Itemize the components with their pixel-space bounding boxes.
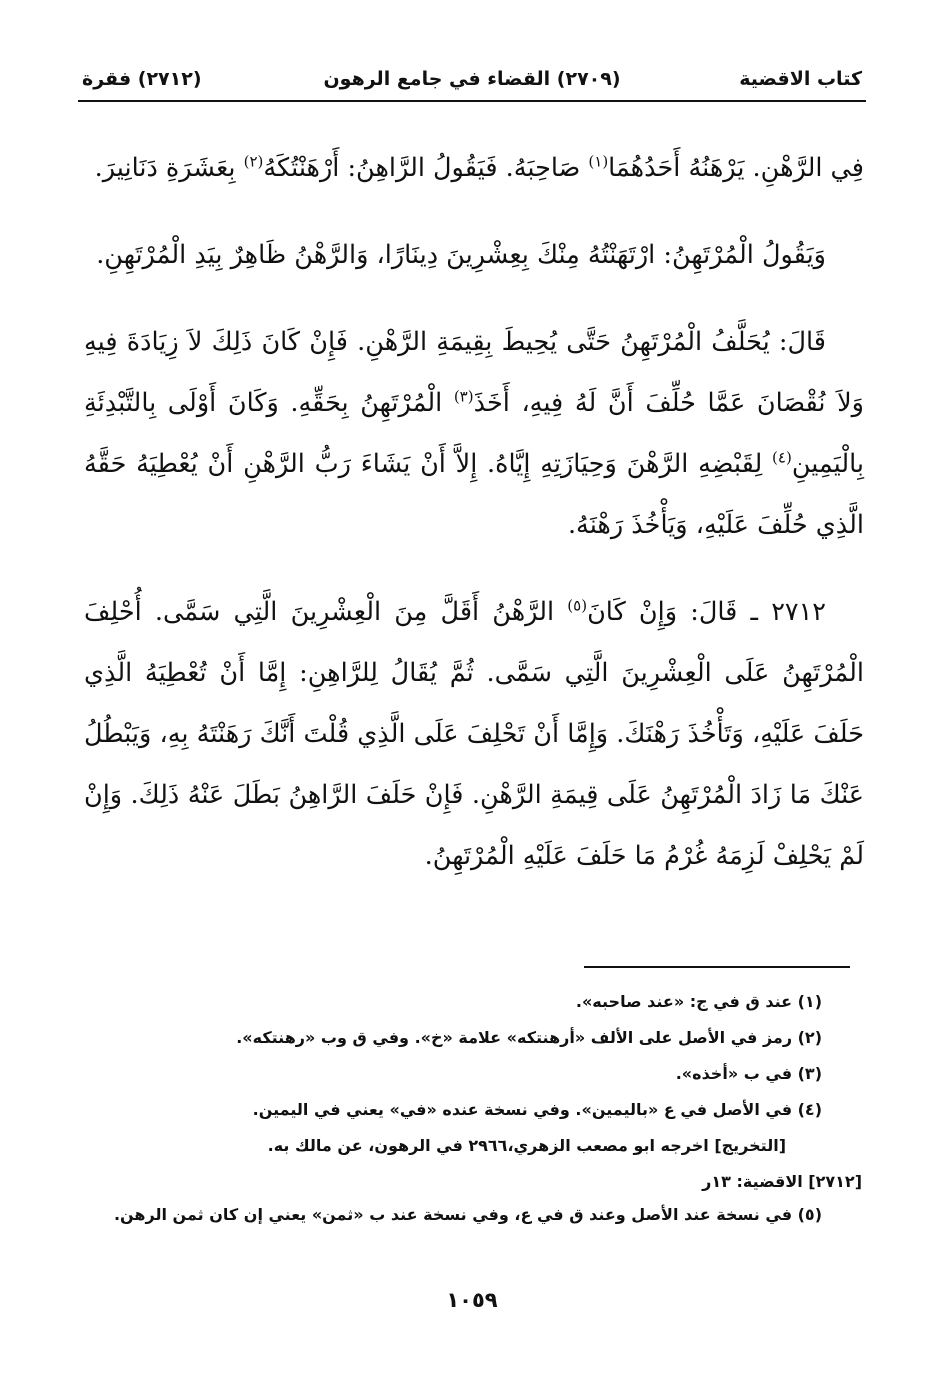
takhrij-text: اخرجه ابو مصعب الزهري،٢٩٦٦ في الرهون، عن مالك به.: [267, 1136, 715, 1155]
footnote-3: (٣) في ب «أخذه».: [675, 1064, 822, 1083]
header-paragraph-number: (٢٧١٢) فقرة: [82, 68, 202, 90]
paragraph-4-part-a: ٢٧١٢ ـ قَالَ: وَإِنْ كَانَ: [587, 597, 826, 627]
paragraph-3-part-a: قَالَ: يُحَلَّفُ الْمُرْتَهِنُ حَتَّى يُحِيطَ بِقِيمَةِ الرَّهْنِ. فَإِنْ كَانَ ذَلِكَ لاَ زِيَادَةَ فِيهِ وَلاَ نُقْصَانَ عَمَّا حُلِّفَ أَنَّ لَهُ فِيهِ، أَخَذَ: [84, 327, 864, 418]
footnote-divider: [584, 966, 850, 968]
paragraph-3-part-c: لِقَبْضِهِ الرَّهْنَ وَحِيَازَتِهِ إِيَّاهُ. إِلاَّ أَنْ يَشَاءَ رَبُّ الرَّهْنِ أَنْ يُعْطِيَهُ حَقَّهُ الَّذِي حُلِّفَ عَلَيْهِ، وَيَأْخُذَ رَهْنَهُ.: [84, 449, 864, 540]
footnote-ref-3: (٣): [453, 387, 474, 406]
footnote-1: (١) عند ق في ج: «عند صاحبه».: [575, 992, 822, 1011]
paragraph-3: [84, 312, 864, 556]
paragraph-4: [84, 582, 864, 887]
footnote-5: (٥) في نسخة عند الأصل وعند ق في ع، وفي نسخة عند ب «ثمن» يعني إن كان ثمن الرهن.: [113, 1205, 822, 1224]
main-text: [84, 138, 864, 913]
footnote-ref-5: (٥): [567, 596, 588, 615]
header-book-title: كتاب الاقضية: [739, 68, 862, 90]
header-chapter-title: (٢٧٠٩) القضاء في جامع الرهون: [323, 68, 621, 90]
takhrij-label: [التخريج]: [714, 1136, 786, 1155]
footnote-2: (٢) رمز في الأصل على الألف «أرهنتكه» علامة «خ». وفي ق وب «رهنتكه».: [236, 1028, 822, 1047]
footnote-ref-1: (١): [588, 152, 609, 171]
page-number: ١٠٥٩: [446, 1288, 498, 1312]
manuscript-reference: [٢٧١٢] الاقضية: ١٣ر: [702, 1172, 862, 1191]
paragraph-2: وَيَقُولُ الْمُرْتَهِنُ: ارْتَهَنْتُهُ مِنْكَ بِعِشْرِينَ دِينَارًا، وَالرَّهْنُ ظَاهِرٌ بِيَدِ الْمُرْتَهِنِ.: [96, 240, 826, 270]
paragraph-1-part-a: فِي الرَّهْنِ. يَرْهَنُهُ أَحَدُهُمَا: [608, 153, 864, 183]
footnotes: [84, 984, 862, 1230]
takhrij-note: [84, 1128, 862, 1164]
paragraph-4-part-b: الرَّهْنُ أَقَلَّ مِنَ الْعِشْرِينَ الَّتِي سَمَّى. أُحْلِفَ الْمُرْتَهِنُ عَلَى الْعِشْرِينَ الَّتِي سَمَّى. ثُمَّ يُقَالُ لِلرَّاهِنِ: إِمَّا أَنْ تُعْطِيَهُ الَّذِي حَلَفَ عَلَيْهِ، وَتَأْخُذَ رَهْنَكَ. وَإِمَّا أَنْ تَحْلِفَ عَلَى الَّذِي قُلْتَ أَنَّكَ رَهَنْتَهُ بِهِ، وَيَبْطُلُ عَنْكَ مَا زَادَ الْمُرْتَهِنُ عَلَى قِيمَةِ الرَّهْنِ. فَإِنْ حَلَفَ الرَّاهِنُ بَطَلَ عَنْهُ ذَلِكَ. وَإِنْ لَمْ يَحْلِفْ لَزِمَهُ غُرْمُ مَا حَلَفَ عَلَيْهِ الْمُرْتَهِنُ.: [84, 597, 864, 871]
paragraph-3-part-b: الْمُرْتَهِنُ بِحَقِّهِ. وَكَانَ أَوْلَى بِالتَّبْدِئَةِ بِالْيَمِينِ: [84, 388, 864, 479]
footnote-ref-4: (٤): [772, 448, 792, 467]
paragraph-1: [84, 138, 864, 199]
footnote-4: (٤) في الأصل في ع «باليمين». وفي نسخة عنده «في» يعني في اليمين.: [252, 1100, 822, 1119]
running-header: [78, 66, 866, 102]
paragraph-1-part-b: صَاحِبَهُ. فَيَقُولُ الرَّاهِنُ: أَرْهَنْتُكَهُ: [263, 153, 589, 183]
footnote-ref-2: (٢): [243, 152, 264, 171]
paragraph-1-part-c: بِعَشَرَةِ دَنَانِيرَ.: [94, 153, 244, 183]
